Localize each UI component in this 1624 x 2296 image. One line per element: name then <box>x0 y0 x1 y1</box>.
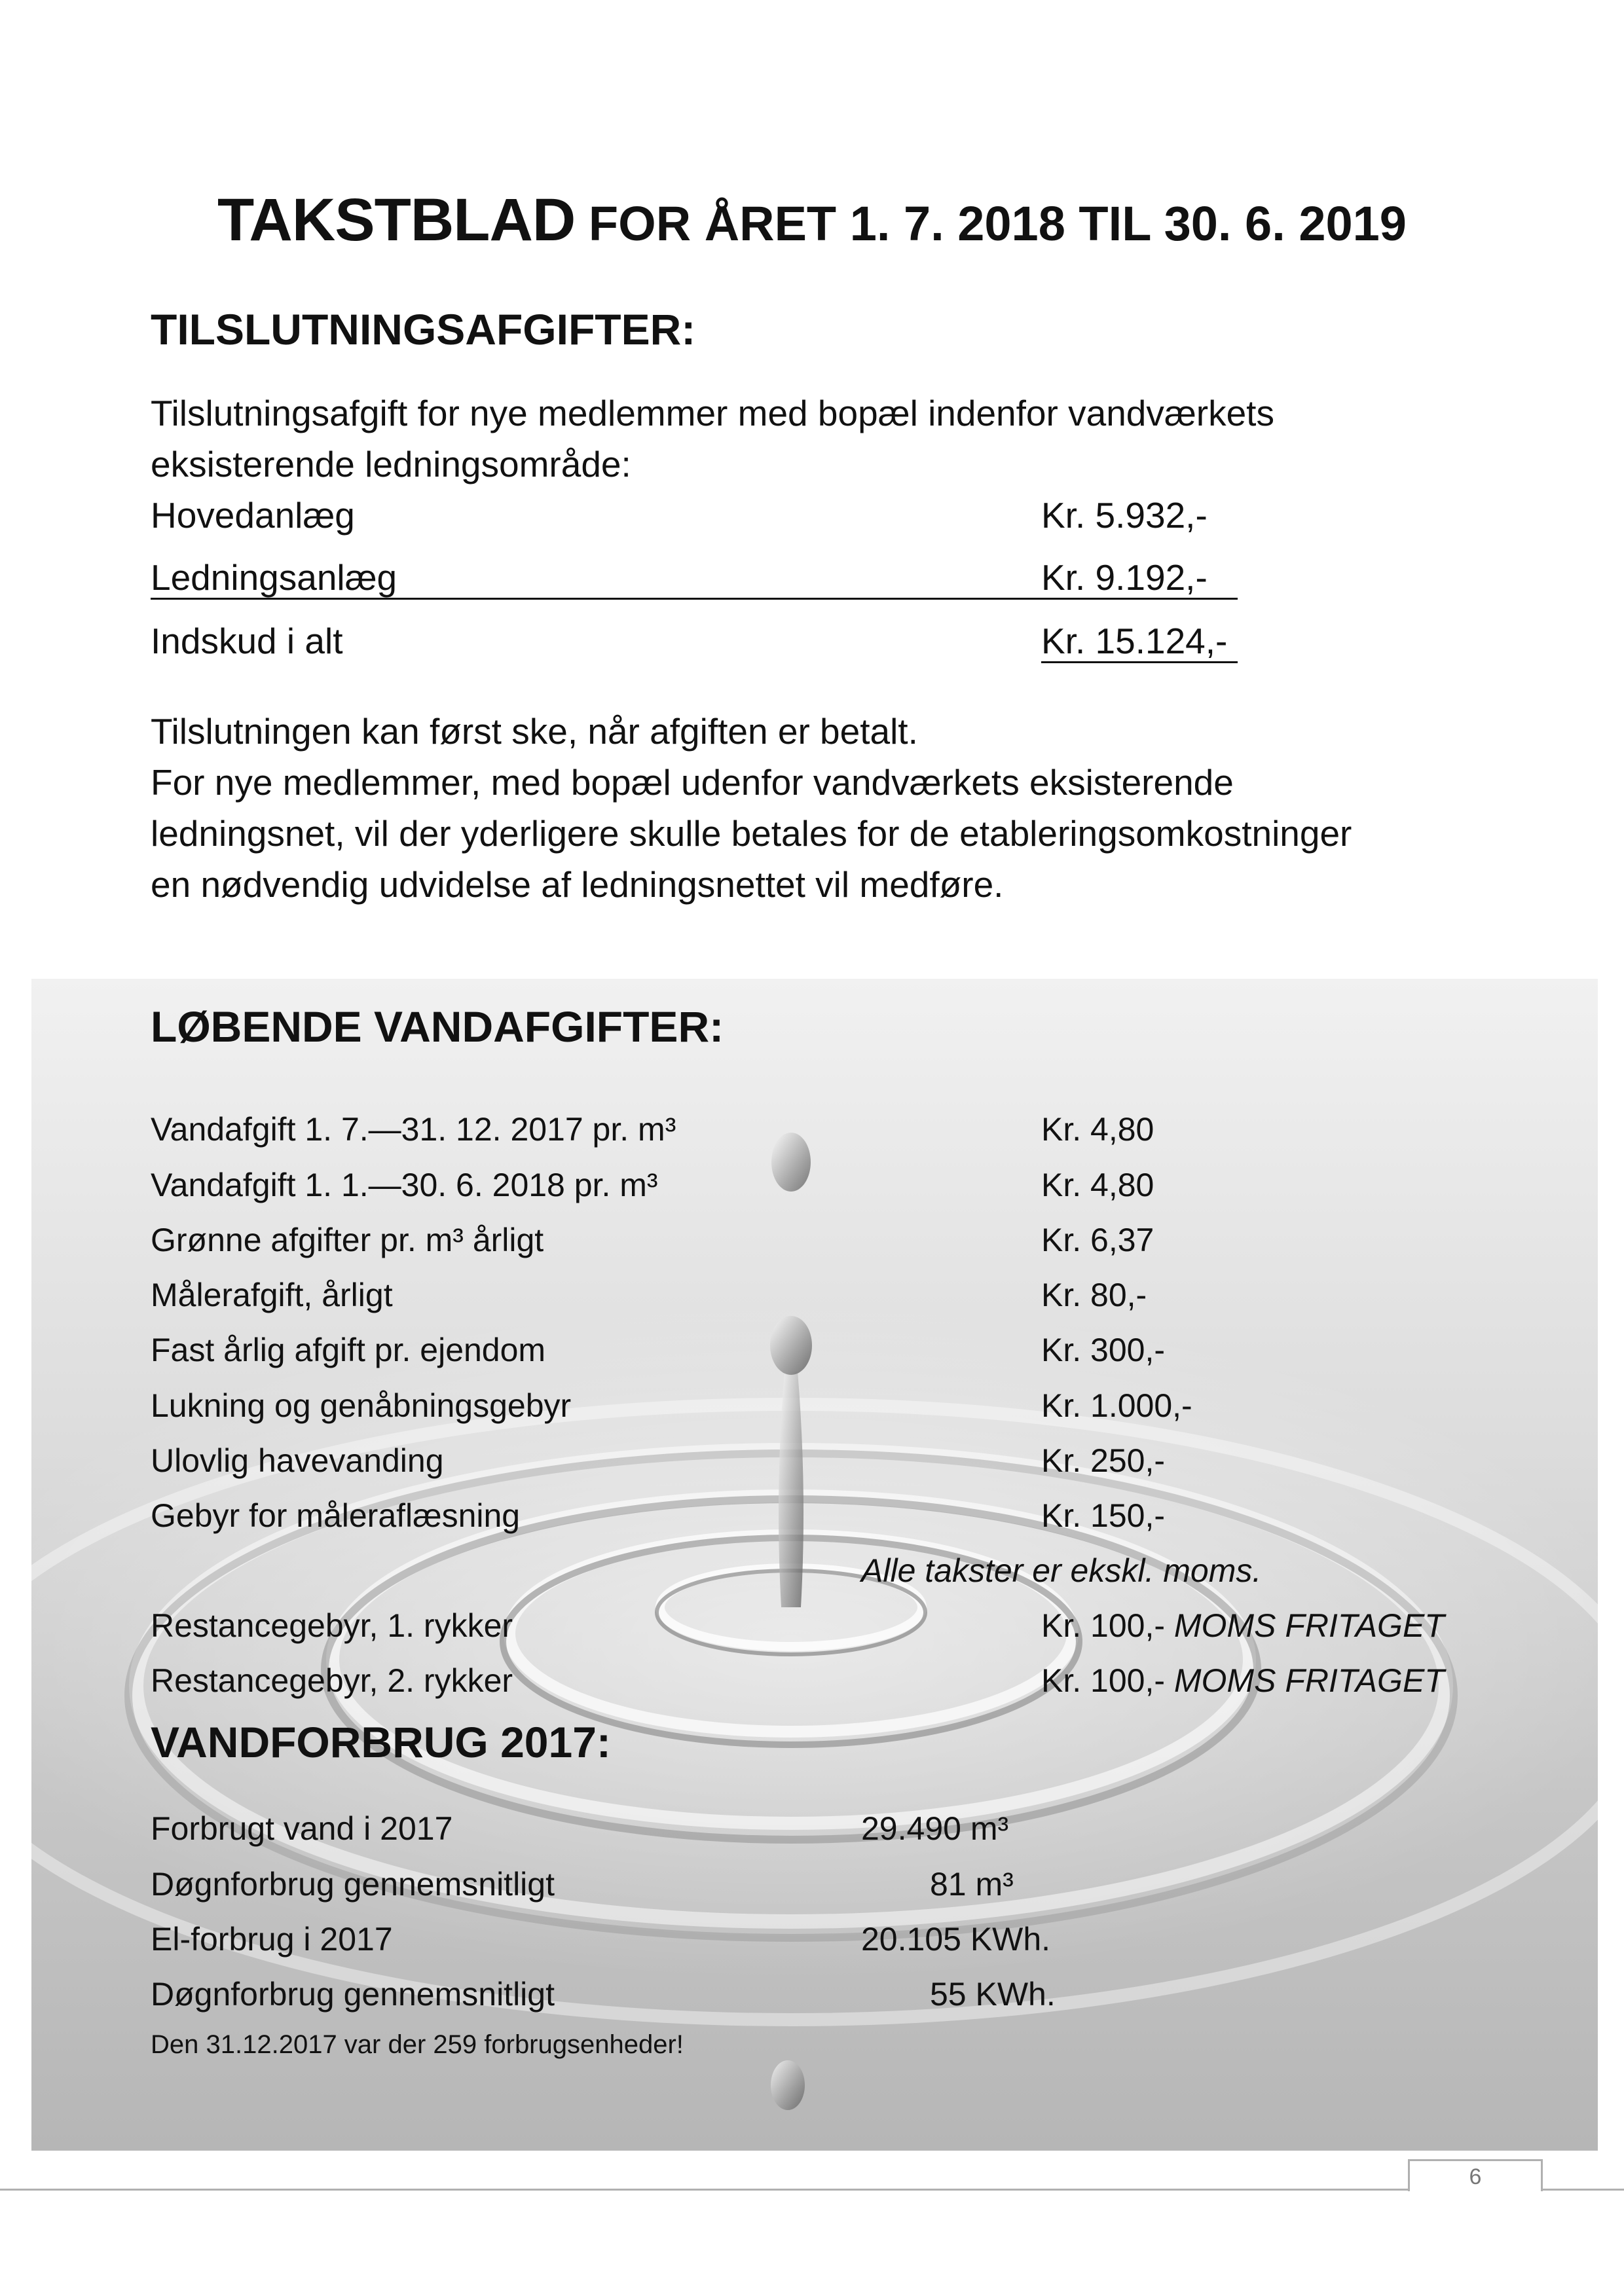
forbrug-row-label: Døgnforbrug gennemsnitligt <box>151 1976 555 2013</box>
title-rest: FOR ÅRET 1. 7. 2018 TIL 30. 6. 2019 <box>575 196 1407 251</box>
tilslutning-para-line-3: ledningsnet, vil der yderligere skulle betales for de etableringsomkostninger <box>151 813 1352 854</box>
page-title <box>0 187 1624 253</box>
forbrug-row-label: Døgnforbrug gennemsnitligt <box>151 1866 555 1903</box>
tilslutning-para-line-1: Tilslutningen kan først ske, når afgiften er betalt. <box>151 711 918 752</box>
forbrugsenheder-footnote: Den 31.12.2017 var der 259 forbrugsenheder! <box>151 2030 684 2059</box>
water-ripple-illustration <box>31 979 1598 2151</box>
forbrug-row-value: 20.105 KWh. <box>861 1921 1051 1958</box>
fee-row-label: Fast årlig afgift pr. ejendom <box>151 1332 546 1368</box>
title-main: TAKSTBLAD <box>217 187 576 253</box>
page-number: 6 <box>1469 2164 1482 2189</box>
ledningsanlaeg-underline <box>151 598 1238 600</box>
loebende-heading: LØBENDE VANDAFGIFTER: <box>151 1002 724 1051</box>
forbrug-row-value: 55 KWh. <box>930 1976 1056 2013</box>
tilslutning-intro-line-1: Tilslutningsafgift for nye medlemmer med bopæl indenfor vandværkets <box>151 393 1274 433</box>
forbrug-heading: VANDFORBRUG 2017: <box>151 1718 611 1766</box>
fee-row-value: Kr. 300,- <box>1041 1332 1165 1368</box>
fee-label-ledningsanlaeg: Ledningsanlæg <box>151 557 397 598</box>
forbrug-row-label: El-forbrug i 2017 <box>151 1921 393 1958</box>
rykker-row-value <box>1041 1609 1445 1642</box>
forbrug-row-value: 29.490 m³ <box>861 1810 1009 1847</box>
fee-row-label: Grønne afgifter pr. m³ årligt <box>151 1222 544 1258</box>
rykker-row-label: Restancegebyr, 2. rykker <box>151 1662 513 1699</box>
fee-row-value: Kr. 4,80 <box>1041 1167 1154 1203</box>
tilslutning-heading: TILSLUTNINGSAFGIFTER: <box>151 305 696 354</box>
fee-row-value: Kr. 1.000,- <box>1041 1387 1192 1424</box>
rykker-amount: Kr. 100,- <box>1041 1607 1165 1644</box>
water-drop-background <box>31 979 1598 2151</box>
fee-value-hovedanlaeg: Kr. 5.932,- <box>1041 495 1208 536</box>
fee-row-value: Kr. 4,80 <box>1041 1111 1154 1148</box>
rykker-row-value <box>1041 1664 1445 1697</box>
fee-row-value: Kr. 150,- <box>1041 1497 1165 1534</box>
fee-label-indskud: Indskud i alt <box>151 621 343 661</box>
fee-row-value: Kr. 80,- <box>1041 1277 1147 1313</box>
fee-row-value: Kr. 250,- <box>1041 1442 1165 1479</box>
fee-row-value: Kr. 6,37 <box>1041 1222 1154 1258</box>
fee-row-label: Ulovlig havevanding <box>151 1442 444 1479</box>
moms-fritaget-tag: MOMS FRITAGET <box>1165 1662 1445 1699</box>
fee-row-label: Vandafgift 1. 1.—30. 6. 2018 pr. m³ <box>151 1167 658 1203</box>
indskud-underline <box>1041 661 1238 663</box>
footer-rule <box>0 2189 1624 2191</box>
rykker-amount: Kr. 100,- <box>1041 1662 1165 1699</box>
moms-fritaget-tag: MOMS FRITAGET <box>1165 1607 1445 1644</box>
fee-value-ledningsanlaeg: Kr. 9.192,- <box>1041 557 1208 598</box>
forbrug-row-label: Forbrugt vand i 2017 <box>151 1810 453 1847</box>
forbrug-row-value: 81 m³ <box>930 1866 1014 1903</box>
moms-note: Alle takster er ekskl. moms. <box>861 1552 1262 1589</box>
rykker-row-label: Restancegebyr, 1. rykker <box>151 1607 513 1644</box>
fee-row-label: Vandafgift 1. 7.—31. 12. 2017 pr. m³ <box>151 1111 676 1148</box>
fee-row-label: Lukning og genåbningsgebyr <box>151 1387 572 1424</box>
tilslutning-para-line-4: en nødvendig udvidelse af ledningsnettet vil medføre. <box>151 864 1004 905</box>
fee-row-label: Gebyr for måleraflæsning <box>151 1497 521 1534</box>
fee-row-label: Målerafgift, årligt <box>151 1277 393 1313</box>
fee-label-hovedanlaeg: Hovedanlæg <box>151 495 355 536</box>
tilslutning-para-line-2: For nye medlemmer, med bopæl udenfor vandværkets eksisterende <box>151 762 1234 803</box>
fee-value-indskud: Kr. 15.124,- <box>1041 621 1228 661</box>
tilslutning-intro-line-2: eksisterende ledningsområde: <box>151 444 631 484</box>
